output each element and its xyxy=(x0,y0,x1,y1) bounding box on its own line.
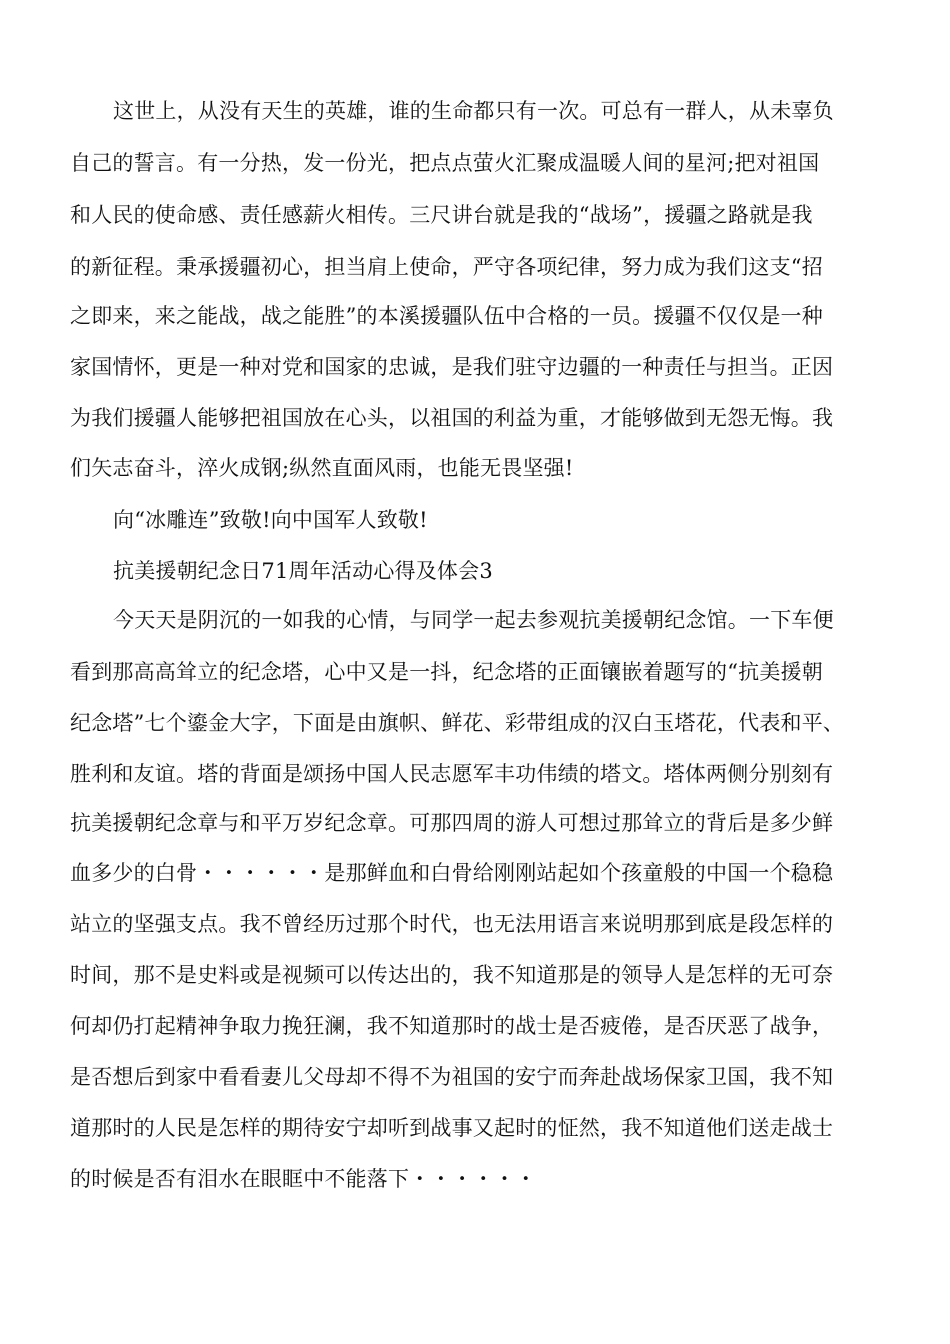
paragraph-1-line-5: 之即来，来之能战，战之能胜”的本溪援疆队伍中合格的一员。援疆不仅仅是一种 xyxy=(70,304,823,328)
paragraph-2-line-12: 的时候是否有泪水在眼眶中不能落下・・・・・・ xyxy=(70,1167,537,1191)
paragraph-2-line-2: 看到那高高耸立的纪念塔，心中又是一抖，纪念塔的正面镶嵌着题写的“抗美援朝 xyxy=(70,660,823,684)
paragraph-2-line-7: 站立的坚强支点。我不曾经历过那个时代，也无法用语言来说明那到底是段怎样的 xyxy=(70,912,834,936)
paragraph-2-line-4: 胜利和友谊。塔的背面是颂扬中国人民志愿军丰功伟绩的塔文。塔体两侧分别刻有 xyxy=(70,762,834,786)
paragraph-2-line-8: 时间，那不是史料或是视频可以传达出的，我不知道那是的领导人是怎样的无可奈 xyxy=(70,963,834,987)
paragraph-2-line-11: 道那时的人民是怎样的期待安宁却听到战事又起时的怔然，我不知道他们送走战士 xyxy=(70,1116,834,1140)
paragraph-2-line-1: 今天天是阴沉的一如我的心情，与同学一起去参观抗美援朝纪念馆。一下车便 xyxy=(113,608,834,632)
paragraph-1-line-7: 为我们援疆人能够把祖国放在心头，以祖国的利益为重，才能够做到无怨无悔。我 xyxy=(70,406,834,430)
paragraph-2-line-3: 纪念塔”七个鎏金大字，下面是由旗帜、鲜花、彩带组成的汉白玉塔花，代表和平、 xyxy=(70,711,845,735)
paragraph-2-line-9: 何却仍打起精神争取力挽狂澜，我不知道那时的战士是否疲倦，是否厌恶了战争， xyxy=(70,1014,834,1038)
paragraph-2-line-6: 血多少的白骨・・・・・・是那鲜血和白骨给刚刚站起如个孩童般的中国一个稳稳 xyxy=(70,861,834,885)
paragraph-1-line-6: 家国情怀，更是一种对党和国家的忠诚，是我们驻守边疆的一种责任与担当。正因 xyxy=(70,355,834,379)
paragraph-1-line-3: 和人民的使命感、责任感薪火相传。三尺讲台就是我的“战场”，援疆之路就是我 xyxy=(70,203,813,227)
paragraph-1-line-1: 这世上，从没有天生的英雄，谁的生命都只有一次。可总有一群人，从未辜负 xyxy=(113,99,834,123)
paragraph-2-line-5: 抗美援朝纪念章与和平万岁纪念章。可那四周的游人可想过那耸立的背后是多少鲜 xyxy=(70,811,834,835)
paragraph-1-line-2: 自己的誓言。有一分热，发一份光，把点点萤火汇聚成温暖人间的星河;把对祖国 xyxy=(70,151,820,175)
section-title: 抗美援朝纪念日71周年活动心得及体会3 xyxy=(113,559,493,583)
paragraph-2-line-10: 是否想后到家中看看妻儿父母却不得不为祖国的安宁而奔赴战场保家卫国，我不知 xyxy=(70,1065,834,1089)
paragraph-1-line-8: 们矢志奋斗，淬火成钢;纵然直面风雨，也能无畏坚强! xyxy=(70,456,574,480)
paragraph-1-line-4: 的新征程。秉承援疆初心，担当肩上使命，严守各项纪律，努力成为我们这支“招 xyxy=(70,255,823,279)
salute-line: 向“冰雕连”致敬!向中国军人致敬! xyxy=(113,508,428,532)
